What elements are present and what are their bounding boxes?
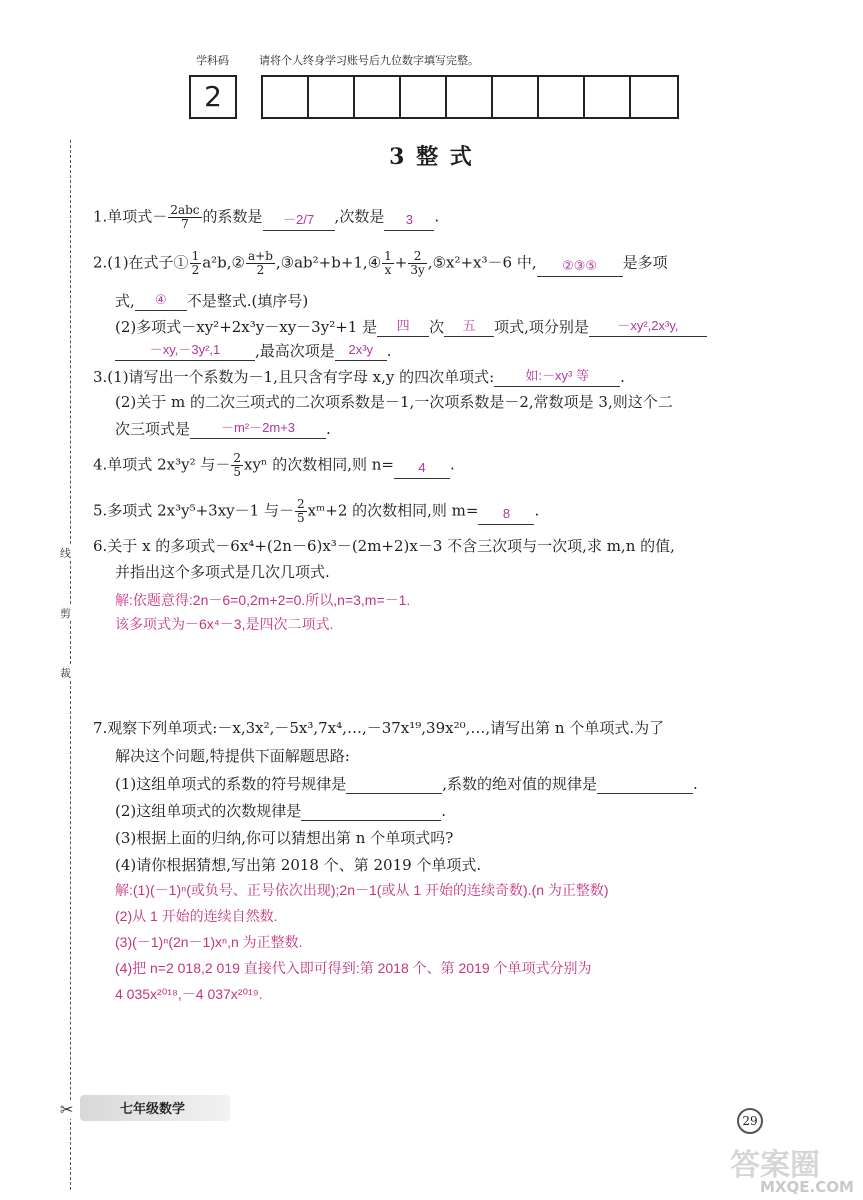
q2-t2: ,③ab²+b+1,④ <box>275 253 382 272</box>
question-7-step1 <box>115 774 698 794</box>
q2-frac4-den: 3y <box>410 263 425 277</box>
q7-s1-end: . <box>693 775 698 793</box>
q5-end: . <box>534 501 540 520</box>
q2-answer-terms: 五 <box>444 316 494 337</box>
q1-text-mid: 的系数是 <box>202 207 263 226</box>
question-4 <box>93 452 455 479</box>
q2-t5: 是多项 <box>622 253 668 272</box>
digit-box[interactable] <box>585 77 631 117</box>
digit-box[interactable] <box>447 77 493 117</box>
question-2-part2-line2 <box>115 340 392 361</box>
q7-s2-text: (2)这组单项式的次数规律是 <box>115 802 302 820</box>
q1-frac-den: 7 <box>181 217 189 231</box>
q2-frac3 <box>382 250 394 277</box>
q3-p3-end: . <box>326 420 331 438</box>
question-7-step4: (4)请你根据猜想,写出第 2018 个、第 2019 个单项式. <box>115 856 482 874</box>
q7-s1-text-b: ,系数的绝对值的规律是 <box>442 775 598 793</box>
question-6-line2: 并指出这个多项式是几次几项式. <box>115 563 330 581</box>
q2-answer-degree: 四 <box>377 316 429 337</box>
q3-answer-monomial: 如:－xy³ 等 <box>494 366 620 387</box>
page-number: 29 <box>737 1108 763 1134</box>
q7-s1-text: (1)这组单项式的系数的符号规律是 <box>115 775 347 793</box>
side-mark-trim: 裁 <box>60 667 71 680</box>
q7-blank-degree-rule[interactable] <box>301 804 441 821</box>
digit-box[interactable] <box>263 77 309 117</box>
digit-box[interactable] <box>401 77 447 117</box>
q2-frac2 <box>246 250 275 277</box>
q3-answer-trinomial: －m²－2m+3 <box>190 418 326 439</box>
question-7-step2 <box>115 801 446 821</box>
q2-line2-text: 式, <box>115 292 135 310</box>
question-7-line2: 解决这个问题,特提供下面解题思路: <box>115 747 350 765</box>
q6-solution-line1: 解:依题意得:2n－6=0,2m+2=0.所以,n=3,m=－1. <box>115 592 411 608</box>
q4-end: . <box>449 455 455 474</box>
scissors-icon: ✂ <box>60 1100 74 1119</box>
q1-text-mid2: ,次数是 <box>334 207 385 226</box>
q2-frac3-num: 1 <box>384 249 392 263</box>
question-3-part2: (2)关于 m 的二次三项式的二次项系数是－1,一次项系数是－2,常数项是 3,则这个二 <box>115 393 673 411</box>
watermark-url: MXQE.COM <box>760 1178 854 1196</box>
question-6-line1: 6.关于 x 的多项式－6x⁴+(2n－6)x³－(2m+2)x－3 不含三次项与一次项,求 m,n 的值, <box>93 537 675 555</box>
q2-answer-highest-term: 2x³y <box>335 340 387 361</box>
subject-code-box: 2 <box>189 75 237 119</box>
question-7-step3: (3)根据上面的归纳,你可以猜想出第 n 个单项式吗? <box>115 829 454 847</box>
q2-frac4 <box>408 250 426 277</box>
q2-frac3-den: x <box>384 263 392 277</box>
q2-answer-nonintegral: ④ <box>135 290 187 311</box>
q7-solution-line3: (3)(－1)ⁿ(2n－1)xⁿ,n 为正整数. <box>115 934 303 950</box>
question-3-part1 <box>93 366 625 387</box>
q2-frac2-den: 2 <box>256 263 265 277</box>
q2-frac1-den: 2 <box>191 263 200 277</box>
q2-frac4-num: 2 <box>408 250 426 264</box>
q4-text-mid: xyⁿ 的次数相同,则 n= <box>244 455 394 474</box>
q3-p1-text: 3.(1)请写出一个系数为－1,且只含有字母 x,y 的四次单项式: <box>93 368 495 386</box>
q5-frac-den: 5 <box>296 511 305 525</box>
q2-p2-text-c: 项式,项分别是 <box>494 318 589 336</box>
question-1: 1.单项式－ $\frac{\text{2abc}}{7}$ 的系数是 －2/7 ,次数是 3 . <box>93 203 440 231</box>
q2-answer-polynomials: ②③⑤ <box>537 256 623 277</box>
q2-frac1-num: 1 <box>191 249 200 263</box>
q5-answer-m: 8 <box>478 504 534 525</box>
q2-p2-text-d: ,最高次项是 <box>255 342 335 360</box>
side-mark-line: 线 <box>60 547 71 560</box>
q4-answer-n: 4 <box>394 458 450 479</box>
q7-blank-sign-rule[interactable] <box>346 777 442 794</box>
q4-text: 4.单项式 2x³y² 与－ <box>93 455 231 474</box>
question-2-part1-line2 <box>115 290 308 311</box>
q4-frac-den: 5 <box>233 465 241 479</box>
q7-solution-line2: (2)从 1 开始的连续自然数. <box>115 908 278 924</box>
q7-solution-line4: (4)把 n=2 018,2 019 直接代入即可得到:第 2018 个、第 2019 个单项式分别为 <box>115 960 592 976</box>
q6-solution-line2: 该多项式为－6x⁴－3,是四次二项式. <box>115 616 334 632</box>
side-mark-cut: 剪 <box>60 607 71 620</box>
subject-code-label: 学科码 <box>196 54 229 67</box>
question-7-line1: 7.观察下列单项式:－x,3x²,－5x³,7x⁴,…,－37x¹⁹,39x²⁰,…,请写出第 n 个单项式.为了 <box>93 719 665 737</box>
footer-grade-label: 七年级数学 <box>120 1102 186 1117</box>
q1-fraction <box>168 204 201 231</box>
question-2-part1 <box>93 250 668 277</box>
q1-answer-degree: 3 <box>384 210 434 231</box>
q3-p3-text: 次三项式是 <box>115 420 191 438</box>
q2-p2-text-b: 次 <box>429 318 445 336</box>
q7-s2-end: . <box>441 802 447 820</box>
account-digit-boxes[interactable] <box>261 75 679 119</box>
q2-answer-term-list: －xy²,2x³y, <box>589 316 707 337</box>
question-2-part2 <box>115 316 707 337</box>
digit-box[interactable] <box>631 77 677 117</box>
q7-blank-abs-rule[interactable] <box>597 777 693 794</box>
q1-text: 1.单项式 <box>93 207 153 226</box>
q5-frac-num: 2 <box>296 497 305 511</box>
q1-end: . <box>434 207 440 226</box>
q2-answer-term-list-cont: －xy,－3y²,1 <box>115 340 255 361</box>
digit-box[interactable] <box>493 77 539 117</box>
q1-frac-num: 2abc <box>170 203 200 217</box>
digit-box[interactable] <box>539 77 585 117</box>
q2-frac1 <box>190 250 202 277</box>
q3-p1-end: . <box>620 368 625 386</box>
q2-frac2-num: a+b <box>247 249 273 263</box>
page-title: 3 整 式 <box>389 144 474 170</box>
account-instruction: 请将个人终身学习账号后九位数字填写完整。 <box>259 54 479 67</box>
q2-t3: + <box>394 253 408 272</box>
q2-p2-end: . <box>386 342 392 360</box>
q2-line2-text-b: 不是整式.(填序号) <box>186 292 309 310</box>
q4-fraction <box>231 452 243 479</box>
q2-t4: ,⑤x²+x³－6 中, <box>427 253 537 272</box>
q5-text: 5.多项式 2x³y⁵+3xy－1 与－ <box>93 501 294 520</box>
q7-solution-line5: 4 035x²⁰¹⁸,－4 037x²⁰¹⁹. <box>115 986 263 1002</box>
q4-frac-num: 2 <box>233 451 241 465</box>
q2-text: 2.(1)在式子① <box>93 253 189 272</box>
question-5 <box>93 498 539 525</box>
q7-solution-line1: 解:(1)(－1)ⁿ(或负号、正号依次出现);2n－1(或从 1 开始的连续奇数).(n 为正整数) <box>115 882 609 898</box>
digit-box[interactable] <box>355 77 401 117</box>
q2-t1: a²b,② <box>202 253 245 272</box>
q5-text-mid: xᵐ+2 的次数相同,则 m= <box>307 501 479 520</box>
question-3-part2-line2 <box>115 418 331 439</box>
watermark-logo: 答案圈 <box>730 1148 820 1183</box>
q1-answer-coefficient: －2/7 <box>263 210 335 231</box>
q5-fraction <box>295 498 307 525</box>
q2-p2-text: (2)多项式－xy²+2x³y－xy－3y²+1 是 <box>115 318 378 336</box>
digit-box[interactable] <box>309 77 355 117</box>
